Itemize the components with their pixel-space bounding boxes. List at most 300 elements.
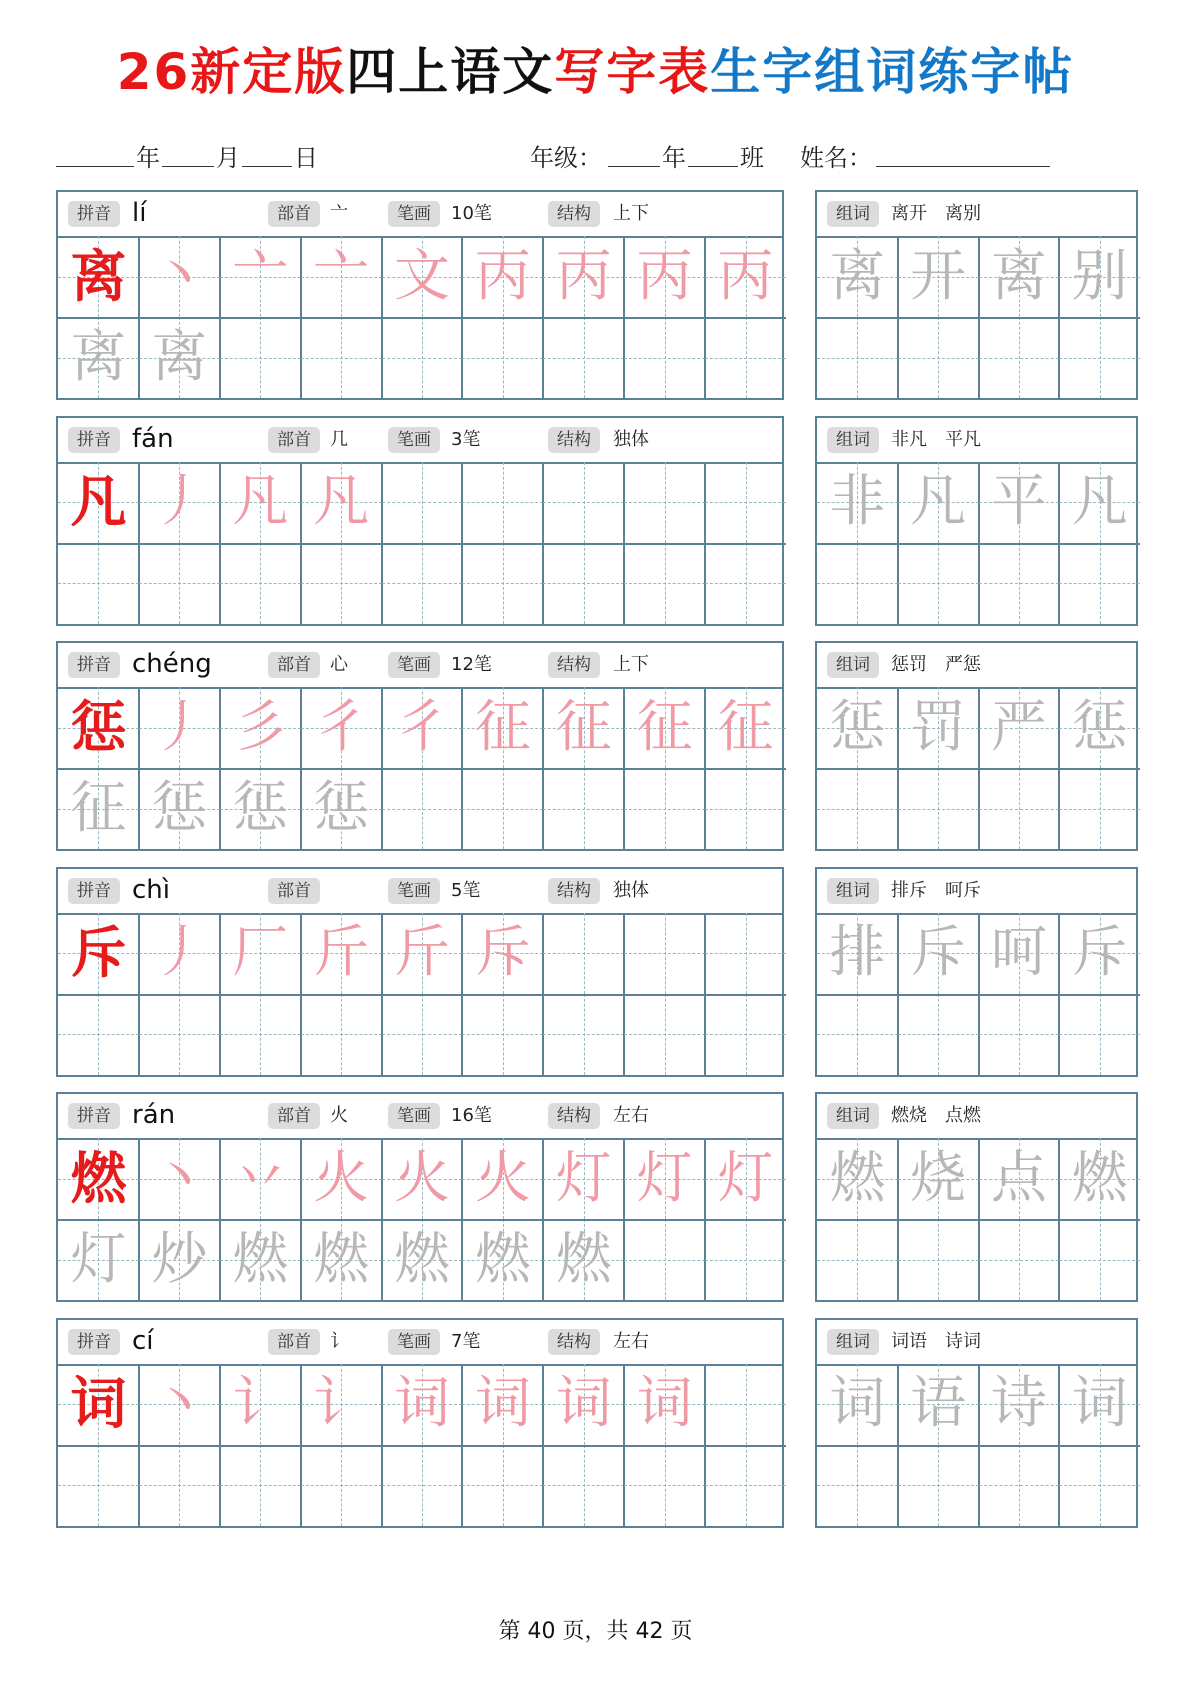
stroke-step-character: 灯 [555, 1145, 612, 1211]
writing-cell[interactable] [543, 994, 624, 1075]
word-character: 词 [1071, 1371, 1128, 1436]
pinyin-value: cí [132, 1325, 154, 1356]
writing-cell[interactable] [139, 1138, 220, 1219]
word-writing-cell[interactable] [1059, 1138, 1140, 1219]
word-practice-card [815, 190, 1138, 400]
grid-guide-horizontal [543, 502, 624, 503]
word-practice-card [815, 416, 1138, 626]
word-character: 凡 [910, 469, 967, 534]
writing-cell[interactable] [462, 994, 543, 1075]
word-writing-cell[interactable] [979, 236, 1060, 317]
pinyin-value: chì [132, 874, 170, 905]
strokes-value: 7笔 [451, 1330, 481, 1352]
word-writing-cell[interactable] [1059, 1219, 1140, 1300]
writing-cell[interactable] [58, 913, 139, 994]
writing-cell[interactable] [462, 1364, 543, 1445]
word-info-bar [817, 1320, 1136, 1366]
char-info-bar [58, 418, 782, 464]
word-writing-cell[interactable] [817, 994, 898, 1075]
writing-cell[interactable] [462, 236, 543, 317]
radical-value: 几 [330, 428, 348, 450]
grid-guide-horizontal [817, 358, 898, 359]
word-character: 点 [990, 1145, 1047, 1211]
word-writing-cell[interactable] [898, 1445, 979, 1526]
grid-guide-horizontal [624, 809, 705, 810]
writing-cell[interactable] [301, 236, 382, 317]
writing-cell[interactable] [382, 317, 463, 398]
writing-cell[interactable] [139, 543, 220, 624]
writing-cell[interactable] [543, 543, 624, 624]
writing-cell[interactable] [139, 1445, 220, 1526]
writing-cell[interactable] [543, 1445, 624, 1526]
main-character: 离 [70, 243, 127, 310]
radical-value: 亠 [330, 203, 348, 224]
writing-cell[interactable] [301, 1364, 382, 1445]
grid-guide-horizontal [462, 1034, 543, 1035]
stroke-step-character: 炒 [151, 1226, 208, 1292]
writing-cell[interactable] [543, 913, 624, 994]
writing-cell[interactable] [543, 317, 624, 398]
writing-cell[interactable] [220, 543, 301, 624]
writing-cell[interactable] [462, 462, 543, 543]
page-footer: 第 40 页，共 42 页 [498, 1619, 693, 1644]
word-writing-cell[interactable] [979, 768, 1060, 849]
grade-blank[interactable] [608, 166, 660, 167]
char-info-bar [58, 643, 782, 689]
stroke-step-character: 斤 [313, 920, 370, 985]
grid-guide-horizontal [817, 1260, 898, 1261]
word-writing-cell[interactable] [898, 1219, 979, 1300]
char-info-bar [58, 192, 782, 238]
writing-cell[interactable] [139, 236, 220, 317]
strokes-value: 5笔 [451, 879, 481, 901]
writing-cell[interactable] [624, 543, 705, 624]
structure-value: 上下 [613, 203, 649, 224]
stroke-step-character: 离 [151, 324, 208, 390]
writing-cell[interactable] [382, 913, 463, 994]
word-writing-cell[interactable] [979, 687, 1060, 768]
word-writing-cell[interactable] [898, 1364, 979, 1445]
writing-cell[interactable] [543, 462, 624, 543]
writing-cell[interactable] [462, 1445, 543, 1526]
writing-cell[interactable] [301, 1138, 382, 1219]
grid-guide-horizontal [705, 1485, 786, 1486]
pinyin-label: 拼音 [68, 1329, 120, 1355]
grid-guide-horizontal [382, 583, 463, 584]
word-practice-card [815, 867, 1138, 1077]
strokes-value: 12笔 [451, 654, 492, 675]
writing-cell[interactable] [220, 462, 301, 543]
word-writing-cell[interactable] [979, 1445, 1060, 1526]
writing-cell[interactable] [220, 1445, 301, 1526]
word-writing-cell[interactable] [817, 1364, 898, 1445]
word-row [817, 1364, 1140, 1445]
writing-cell[interactable] [624, 1445, 705, 1526]
writing-cell[interactable] [58, 543, 139, 624]
writing-cell[interactable] [624, 1364, 705, 1445]
main-character: 斥 [70, 920, 127, 986]
grid-guide-horizontal [139, 583, 220, 584]
grid-guide-horizontal [382, 1485, 463, 1486]
title-part-3: 写字表 [554, 43, 711, 101]
name-blank[interactable] [876, 166, 1050, 167]
writing-cell[interactable] [220, 317, 301, 398]
writing-cell[interactable] [543, 768, 624, 849]
structure-label: 结构 [548, 1103, 600, 1129]
writing-cell[interactable] [462, 1219, 543, 1300]
writing-cell[interactable] [705, 913, 786, 994]
word-writing-cell[interactable] [1059, 236, 1140, 317]
grid-guide-horizontal [817, 1485, 898, 1486]
word-character: 非 [829, 469, 886, 534]
word-practice-card [815, 1318, 1138, 1528]
grid-guide-horizontal [624, 1260, 705, 1261]
writing-cell[interactable] [382, 994, 463, 1075]
row-divider [817, 768, 1140, 770]
stroke-step-character: 火 [474, 1145, 531, 1211]
writing-cell[interactable] [705, 768, 786, 849]
grid-guide-horizontal [139, 1485, 220, 1486]
writing-cell[interactable] [58, 1219, 139, 1300]
writing-cell[interactable] [382, 1219, 463, 1300]
stroke-step-character: 丶 [151, 1145, 208, 1211]
grid-guide-horizontal [624, 1034, 705, 1035]
writing-cell[interactable] [624, 317, 705, 398]
writing-cell[interactable] [139, 994, 220, 1075]
day-label: 日 [294, 144, 318, 172]
stroke-step-character: 征 [474, 694, 531, 760]
practice-row [58, 994, 786, 1075]
stroke-step-character: 彡 [232, 694, 289, 760]
writing-cell[interactable] [624, 687, 705, 768]
structure-value: 独体 [613, 428, 649, 450]
word-writing-cell[interactable] [817, 1445, 898, 1526]
writing-cell[interactable] [624, 994, 705, 1075]
writing-cell[interactable] [301, 768, 382, 849]
word-writing-cell[interactable] [1059, 1364, 1140, 1445]
writing-cell[interactable] [382, 1364, 463, 1445]
writing-cell[interactable] [462, 687, 543, 768]
writing-cell[interactable] [220, 913, 301, 994]
grid-guide-horizontal [462, 502, 543, 503]
writing-cell[interactable] [382, 687, 463, 768]
writing-cell[interactable] [382, 543, 463, 624]
writing-cell[interactable] [58, 1445, 139, 1526]
grid-guide-horizontal [705, 953, 786, 954]
writing-cell[interactable] [705, 1445, 786, 1526]
word-writing-cell[interactable] [817, 913, 898, 994]
word-character: 诗 [990, 1371, 1047, 1436]
writing-cell[interactable] [382, 236, 463, 317]
writing-cell[interactable] [139, 913, 220, 994]
writing-cell[interactable] [220, 1138, 301, 1219]
word-character: 严 [990, 694, 1047, 760]
stroke-step-character: 词 [393, 1371, 450, 1436]
radical-label: 部首 [268, 652, 320, 678]
grid-guide-horizontal [705, 1404, 786, 1405]
writing-cell[interactable] [382, 768, 463, 849]
writing-cell[interactable] [220, 236, 301, 317]
writing-cell[interactable] [624, 462, 705, 543]
radical-label: 部首 [268, 427, 320, 453]
writing-cell[interactable] [705, 317, 786, 398]
word-writing-cell[interactable] [979, 1219, 1060, 1300]
writing-cell[interactable] [58, 1364, 139, 1445]
practice-row [58, 1219, 786, 1300]
writing-cell[interactable] [301, 1219, 382, 1300]
writing-cell[interactable] [301, 913, 382, 994]
grid-guide-horizontal [382, 502, 463, 503]
grid-guide-horizontal [58, 1485, 139, 1486]
writing-cell[interactable] [220, 1364, 301, 1445]
grid-guide-horizontal [1059, 583, 1140, 584]
writing-cell[interactable] [462, 317, 543, 398]
grid-guide-horizontal [301, 1485, 382, 1486]
writing-cell[interactable] [705, 687, 786, 768]
words-label: 组词 [827, 201, 879, 227]
writing-cell[interactable] [462, 543, 543, 624]
stroke-step-character: 斤 [393, 920, 450, 985]
writing-cell[interactable] [462, 913, 543, 994]
word-character: 语 [910, 1371, 967, 1436]
writing-cell[interactable] [139, 317, 220, 398]
grid-guide-horizontal [462, 809, 543, 810]
grid-guide-horizontal [543, 809, 624, 810]
word-writing-cell[interactable] [1059, 913, 1140, 994]
grid-guide-horizontal [382, 1034, 463, 1035]
writing-cell[interactable] [58, 687, 139, 768]
writing-cell[interactable] [543, 1138, 624, 1219]
grid-guide-horizontal [705, 809, 786, 810]
writing-cell[interactable] [705, 1364, 786, 1445]
writing-cell[interactable] [705, 462, 786, 543]
writing-cell[interactable] [705, 236, 786, 317]
writing-cell[interactable] [705, 1219, 786, 1300]
row-divider [58, 543, 786, 545]
writing-cell[interactable] [58, 317, 139, 398]
grid-guide-horizontal [382, 358, 463, 359]
writing-cell[interactable] [301, 462, 382, 543]
stroke-step-character: 丿 [151, 694, 208, 760]
radical-label: 部首 [268, 878, 320, 904]
grid-guide-horizontal [220, 1485, 301, 1486]
writing-cell[interactable] [220, 687, 301, 768]
word-writing-cell[interactable] [979, 913, 1060, 994]
stroke-step-character: 丶 [151, 1371, 208, 1436]
word-writing-cell[interactable] [817, 462, 898, 543]
grid-guide-horizontal [817, 1034, 898, 1035]
word-character: 凡 [1071, 469, 1128, 534]
class-label: 班 [740, 144, 764, 172]
writing-cell[interactable] [301, 317, 382, 398]
structure-label: 结构 [548, 878, 600, 904]
writing-cell[interactable] [58, 462, 139, 543]
word-writing-cell[interactable] [898, 543, 979, 624]
writing-cell[interactable] [139, 1219, 220, 1300]
writing-cell[interactable] [543, 1219, 624, 1300]
grid-guide-horizontal [301, 358, 382, 359]
writing-cell[interactable] [301, 543, 382, 624]
grid-guide-horizontal [382, 809, 463, 810]
day-blank[interactable] [242, 166, 292, 167]
word-writing-cell[interactable] [1059, 317, 1140, 398]
stroke-step-character: 凡 [313, 469, 370, 534]
stroke-step-character: 彳 [313, 694, 370, 760]
grid-guide-horizontal [624, 358, 705, 359]
word-writing-cell[interactable] [898, 236, 979, 317]
stroke-step-character: 丙 [474, 243, 531, 309]
pinyin-label: 拼音 [68, 878, 120, 904]
word-writing-cell[interactable] [817, 1219, 898, 1300]
structure-label: 结构 [548, 201, 600, 227]
writing-cell[interactable] [220, 768, 301, 849]
writing-cell[interactable] [58, 994, 139, 1075]
stroke-step-character: 燃 [474, 1226, 531, 1292]
writing-cell[interactable] [705, 543, 786, 624]
word-character: 罚 [910, 694, 967, 760]
writing-cell[interactable] [624, 1219, 705, 1300]
word-character: 惩 [829, 694, 886, 760]
word-writing-cell[interactable] [1059, 462, 1140, 543]
grid-guide-horizontal [705, 1260, 786, 1261]
practice-row [58, 462, 786, 543]
strokes-label: 笔画 [388, 427, 440, 453]
words-value: 离开 离别 [891, 203, 981, 224]
stroke-step-character: 丿 [151, 469, 208, 534]
grid-guide-horizontal [898, 1034, 979, 1035]
writing-cell[interactable] [543, 687, 624, 768]
word-writing-cell[interactable] [979, 462, 1060, 543]
words-value: 词语 诗词 [891, 1330, 981, 1352]
writing-cell[interactable] [301, 1445, 382, 1526]
word-writing-cell[interactable] [898, 1138, 979, 1219]
writing-cell[interactable] [139, 687, 220, 768]
word-character: 离 [829, 243, 886, 309]
writing-cell[interactable] [462, 768, 543, 849]
writing-cell[interactable] [462, 1138, 543, 1219]
word-writing-cell[interactable] [898, 462, 979, 543]
writing-cell[interactable] [58, 236, 139, 317]
writing-cell[interactable] [139, 462, 220, 543]
word-writing-cell[interactable] [1059, 1445, 1140, 1526]
stroke-step-character: 燃 [232, 1226, 289, 1292]
strokes-value: 3笔 [451, 428, 481, 450]
pinyin-value: lí [132, 198, 147, 228]
writing-cell[interactable] [382, 1138, 463, 1219]
grid-guide-horizontal [1059, 1034, 1140, 1035]
writing-cell[interactable] [220, 994, 301, 1075]
grid-guide-horizontal [898, 358, 979, 359]
word-writing-cell[interactable] [898, 768, 979, 849]
word-writing-cell[interactable] [979, 543, 1060, 624]
writing-cell[interactable] [705, 994, 786, 1075]
stroke-step-character: 文 [393, 243, 450, 309]
word-writing-cell[interactable] [1059, 768, 1140, 849]
writing-cell[interactable] [139, 1364, 220, 1445]
grid-guide-horizontal [705, 1034, 786, 1035]
word-writing-cell[interactable] [979, 317, 1060, 398]
writing-cell[interactable] [624, 236, 705, 317]
name-label: 姓名： [800, 144, 872, 172]
word-character: 惩 [1071, 694, 1128, 760]
writing-cell[interactable] [58, 1138, 139, 1219]
writing-cell[interactable] [220, 1219, 301, 1300]
word-writing-cell[interactable] [817, 236, 898, 317]
stroke-step-character: 斥 [474, 920, 531, 985]
class-blank[interactable] [688, 166, 738, 167]
writing-cell[interactable] [624, 1138, 705, 1219]
word-character: 烧 [910, 1145, 967, 1211]
stroke-step-character: 燃 [555, 1226, 612, 1292]
word-writing-cell[interactable] [979, 1138, 1060, 1219]
writing-cell[interactable] [543, 236, 624, 317]
word-writing-cell[interactable] [1059, 543, 1140, 624]
date-class-name-line [56, 132, 1136, 172]
word-row [817, 1219, 1140, 1300]
writing-cell[interactable] [382, 462, 463, 543]
writing-cell[interactable] [543, 1364, 624, 1445]
words-value: 惩罚 严惩 [891, 654, 981, 675]
stroke-step-character: 丶 [151, 243, 208, 309]
grid-guide-horizontal [543, 358, 624, 359]
structure-label: 结构 [548, 427, 600, 453]
writing-cell[interactable] [301, 687, 382, 768]
grid-guide-horizontal [817, 583, 898, 584]
title-part-4: 生字组词练字帖 [710, 43, 1075, 101]
writing-cell[interactable] [382, 1445, 463, 1526]
word-writing-cell[interactable] [979, 994, 1060, 1075]
word-writing-cell[interactable] [898, 994, 979, 1075]
word-writing-cell[interactable] [979, 1364, 1060, 1445]
word-writing-cell[interactable] [817, 768, 898, 849]
writing-cell[interactable] [705, 1138, 786, 1219]
word-writing-cell[interactable] [898, 687, 979, 768]
words-label: 组词 [827, 1329, 879, 1355]
word-writing-cell[interactable] [1059, 687, 1140, 768]
word-writing-cell[interactable] [817, 687, 898, 768]
writing-cell[interactable] [624, 913, 705, 994]
word-writing-cell[interactable] [898, 317, 979, 398]
word-writing-cell[interactable] [817, 317, 898, 398]
word-writing-cell[interactable] [898, 913, 979, 994]
writing-cell[interactable] [58, 768, 139, 849]
grid-guide-horizontal [817, 809, 898, 810]
word-row [817, 994, 1140, 1075]
grid-guide-horizontal [543, 583, 624, 584]
writing-cell[interactable] [624, 768, 705, 849]
practice-row [58, 543, 786, 624]
stroke-step-character: 征 [717, 694, 774, 760]
year-blank[interactable] [56, 166, 134, 167]
word-writing-cell[interactable] [817, 543, 898, 624]
writing-cell[interactable] [301, 994, 382, 1075]
writing-cell[interactable] [139, 768, 220, 849]
stroke-step-character: 词 [636, 1371, 693, 1436]
pinyin-label: 拼音 [68, 1103, 120, 1129]
grid-guide-horizontal [462, 358, 543, 359]
month-blank[interactable] [162, 166, 214, 167]
word-row [817, 687, 1140, 768]
word-character: 斥 [1071, 920, 1128, 985]
grid-guide-horizontal [301, 1034, 382, 1035]
stroke-step-character: 讠 [232, 1371, 289, 1436]
radical-value: 讠 [330, 1330, 348, 1352]
word-writing-cell[interactable] [817, 1138, 898, 1219]
word-character: 开 [910, 243, 967, 309]
radical-value: 火 [330, 1105, 348, 1126]
word-character: 燃 [1071, 1145, 1128, 1211]
word-writing-cell[interactable] [1059, 994, 1140, 1075]
